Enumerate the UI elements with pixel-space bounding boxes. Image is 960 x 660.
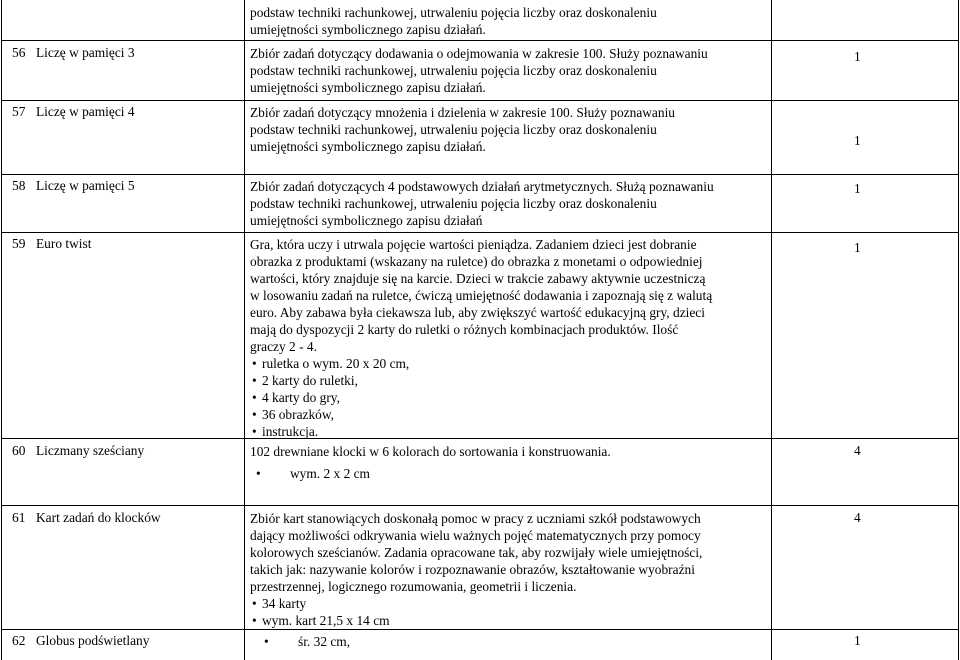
list-item: • 4 karty do gry, [250, 389, 770, 406]
description-line: Zbiór kart stanowiących doskonałą pomoc w pracy z uczniami szkół podstawowych [250, 511, 701, 526]
description-line: kolorowych sześcianów. Zadania opracowane tak, aby rozwijały wiele umiejętności, [250, 545, 703, 560]
row-number: 61 [12, 510, 26, 525]
quantity: 1 [854, 240, 861, 255]
description-line: 102 drewniane klocki w 6 kolorach do sortowania i konstruowania. [250, 444, 611, 459]
description-line: podstaw techniki rachunkowej, utrwaleniu pojęcia liczby oraz doskonaleniu [250, 196, 657, 211]
item-list [250, 595, 770, 629]
description-line: podstaw techniki rachunkowej, utrwaleniu pojęcia liczby oraz doskonaleniu [250, 63, 657, 78]
column-divider [771, 0, 772, 660]
table-row-description [250, 633, 770, 650]
description-line: Gra, która uczy i utrwala pojęcie wartości pieniądza. Zadaniem dzieci jest dobranie [250, 237, 697, 252]
description-line: przestrzennej, logicznego rozumowania, geometrii i liczenia. [250, 579, 577, 594]
quantity: 4 [854, 510, 861, 525]
quantity: 1 [854, 633, 861, 648]
table-row-description [250, 178, 770, 229]
description-line: podstaw techniki rachunkowej, utrwaleniu pojęcia liczby oraz doskonaleniu [250, 5, 657, 20]
row-divider [1, 100, 959, 101]
row-number: 58 [12, 178, 26, 193]
list-item: • wym. kart 21,5 x 14 cm [250, 612, 770, 629]
product-name: Liczę w pamięci 5 [36, 178, 135, 193]
row-number: 60 [12, 443, 26, 458]
description-line: takich jak: nazywanie kolorów i rozpoznawanie obrazów, kształtowanie wyobraźni [250, 562, 695, 577]
description-line: podstaw techniki rachunkowej, utrwaleniu pojęcia liczby oraz doskonaleniu [250, 122, 657, 137]
description-line: umiejętności symbolicznego zapisu działań [250, 213, 483, 228]
row-number: 62 [12, 633, 26, 648]
list-item: • wym. 2 x 2 cm [256, 465, 770, 482]
description-line: Zbiór zadań dotyczący dodawania o odejmowania w zakresie 100. Służy poznawaniu [250, 46, 708, 61]
table-row-description [250, 4, 770, 38]
row-number: 59 [12, 236, 26, 251]
description-line: umiejętności symbolicznego zapisu działań. [250, 22, 486, 37]
row-divider [1, 232, 959, 233]
row-divider [1, 629, 959, 630]
description-line: umiejętności symbolicznego zapisu działań. [250, 139, 486, 154]
description-line: w losowaniu zadań na ruletce, ćwiczą umiejętność dodawania i zapoznają się z walutą [250, 288, 713, 303]
list-item: • 34 karty [250, 595, 770, 612]
table-row-description [250, 45, 770, 96]
list-item: • instrukcja. [250, 423, 770, 440]
description-line: dający możliwości odkrywania wielu ważnych pojęć matematycznych przy pomocy [250, 528, 701, 543]
product-name: Liczę w pamięci 4 [36, 104, 135, 119]
description-line: wartości, który znajduje się na karcie. Dzieci w trakcie zabawy aktywnie uczestniczą [250, 271, 706, 286]
table-row-description [250, 510, 770, 629]
product-name: Liczę w pamięci 3 [36, 45, 135, 60]
list-item: • 2 karty do ruletki, [250, 372, 770, 389]
product-name: Kart zadań do klocków [36, 510, 161, 525]
quantity: 1 [854, 133, 861, 148]
table-border-right [958, 0, 959, 660]
list-item: • ruletka o wym. 20 x 20 cm, [250, 355, 770, 372]
quantity: 1 [854, 181, 861, 196]
table-row-description [250, 443, 770, 482]
product-name: Euro twist [36, 236, 92, 251]
table-border-left [1, 0, 2, 660]
row-divider [1, 40, 959, 41]
row-number: 57 [12, 104, 26, 119]
list-item: • 36 obrazków, [250, 406, 770, 423]
description-line: mają do dyspozycji 2 karty do ruletki o różnych kombinacjach produktów. Ilość [250, 322, 679, 337]
description-line: euro. Aby zabawa była ciekawsza lub, aby zwiększyć wartość edukacyjną gry, dzieci [250, 305, 705, 320]
product-name: Liczmany sześciany [36, 443, 145, 458]
description-line: graczy 2 - 4. [250, 339, 317, 354]
item-list [256, 465, 770, 482]
row-number: 56 [12, 45, 26, 60]
description-line: Zbiór zadań dotyczących 4 podstawowych działań arytmetycznych. Służą poznawaniu [250, 179, 714, 194]
description-line: obrazka z produktami (wskazany na ruletce) do obrazka z monetami o odpowiedniej [250, 254, 703, 269]
description-line: Zbiór zadań dotyczący mnożenia i dzielenia w zakresie 100. Służy poznawaniu [250, 105, 675, 120]
product-name: Globus podświetlany [36, 633, 150, 648]
table-row-description [250, 104, 770, 155]
quantity: 4 [854, 443, 861, 458]
item-list [264, 633, 770, 650]
description-line: umiejętności symbolicznego zapisu działań. [250, 80, 486, 95]
column-divider [244, 0, 245, 660]
item-list [250, 355, 770, 440]
row-divider [1, 174, 959, 175]
list-item: • śr. 32 cm, [264, 633, 770, 650]
quantity: 1 [854, 49, 861, 64]
table-row-description [250, 236, 770, 440]
row-divider [1, 505, 959, 506]
